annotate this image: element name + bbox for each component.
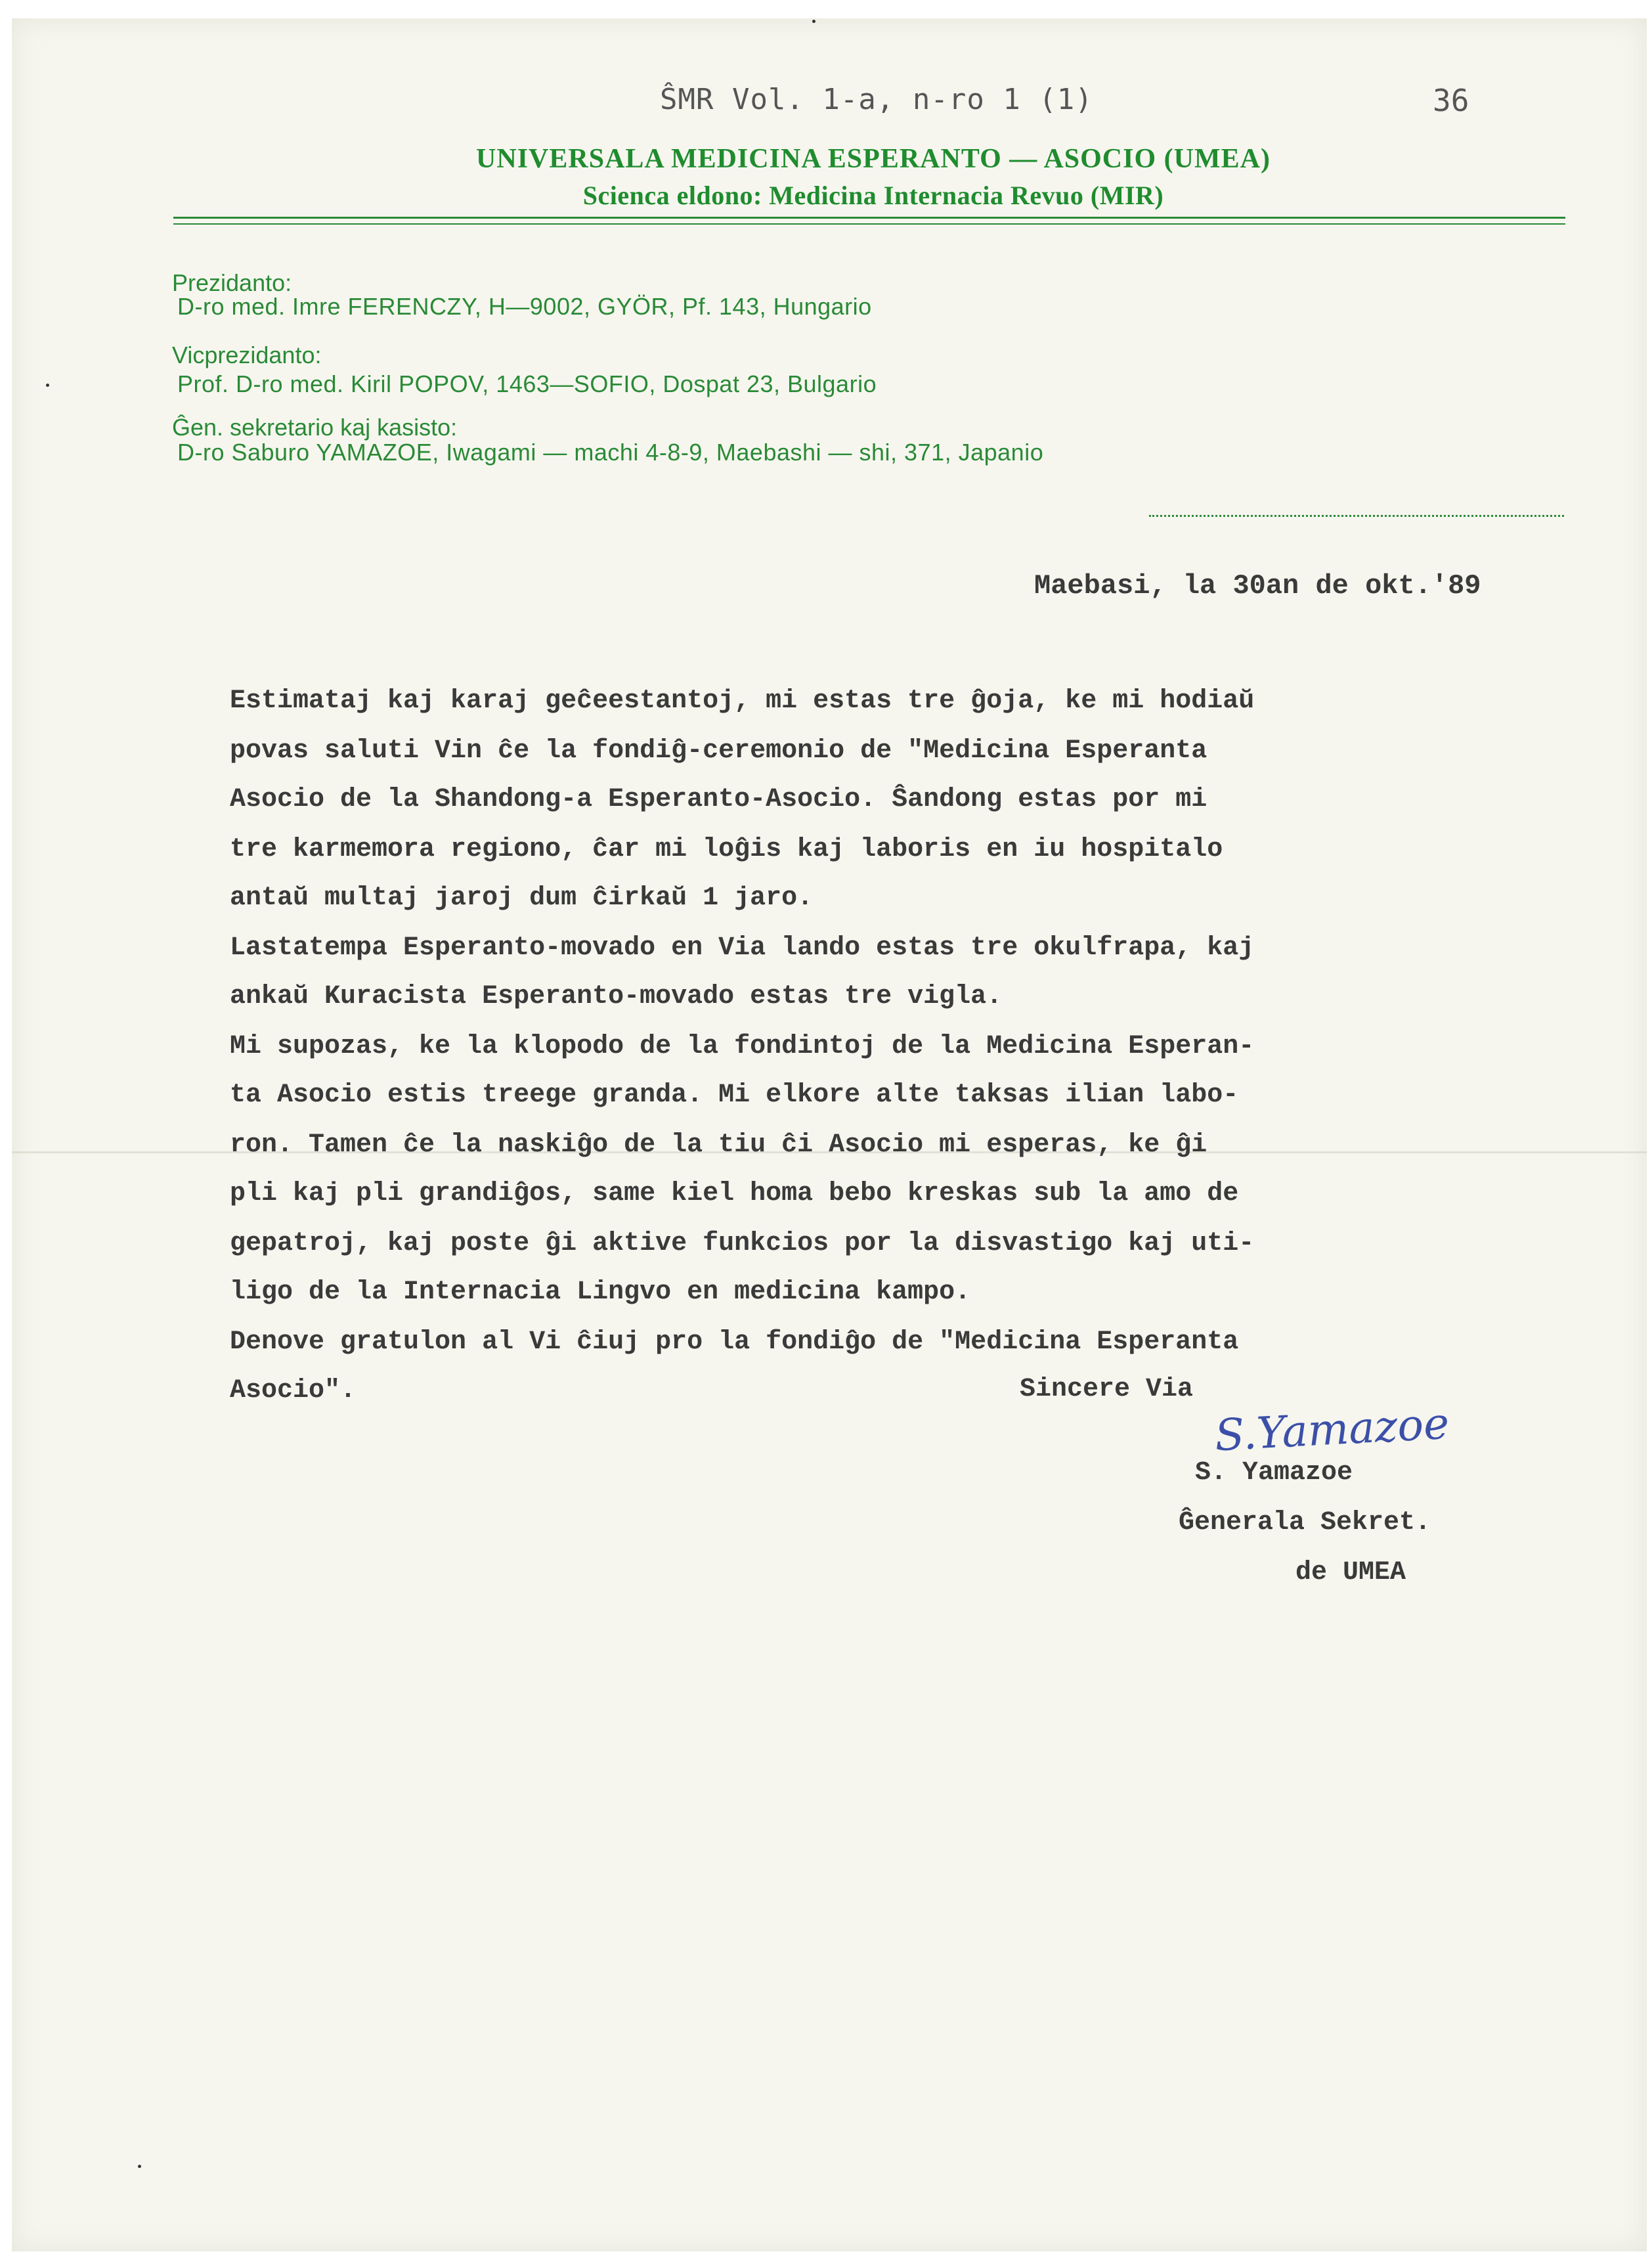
paper-speck (46, 384, 49, 387)
letterhead-subtitle: Scienca eldono: Medicina Internacia Revuo (MIR) (582, 181, 1164, 210)
body-line: Mi supozas, ke la klopodo de la fondintoj de la Medicina Esperan- (230, 1032, 1255, 1061)
signer-name: S. Yamazoe (1195, 1458, 1353, 1488)
general-secretary-details: D-ro Saburo YAMAZOE, Iwagami — machi 4-8-9, Maebashi — shi, 371, Japanio (177, 439, 1044, 466)
body-line: Lastatempa Esperanto-movado en Via lando estas tre okulfrapa, kaj (230, 933, 1255, 963)
body-line: gepatroj, kaj poste ĝi aktive funkcios por la disvastigo kaj uti- (230, 1229, 1255, 1258)
dotted-divider (1149, 515, 1564, 517)
reference-line: ŜMR Vol. 1-a, n-ro 1 (1) (660, 83, 1093, 116)
general-secretary-label: Ĝen. sekretario kaj kasisto: (172, 414, 458, 441)
signer-title: Ĝenerala Sekret. (1179, 1508, 1431, 1538)
letterhead-organization: UNIVERSALA MEDICINA ESPERANTO — ASOCIO (UMEA) (476, 144, 1271, 174)
body-line: tre karmemora regiono, ĉar mi loĝis kaj laboris en iu hospitalo (230, 835, 1223, 864)
letter-closing: Sincere Via (1020, 1375, 1194, 1404)
body-line: Denove gratulon al Vi ĉiuj pro la fondiĝo de "Medicina Esperanta (230, 1327, 1239, 1357)
body-line: ligo de la Internacia Lingvo en medicina kampo. (230, 1277, 971, 1307)
signer-organization: de UMEA (1295, 1558, 1406, 1587)
page-number: 36 (1433, 83, 1469, 118)
president-details: D-ro med. Imre FERENCZY, H—9002, GYÖR, Pf. 143, Hungario (177, 293, 872, 320)
letterhead-rule-secondary (173, 223, 1565, 225)
handwritten-signature: S.Yamazoe (1213, 1398, 1450, 1461)
president-label: Prezidanto: (172, 269, 292, 296)
body-line: povas saluti Vin ĉe la fondiĝ-ceremonio de "Medicina Esperanta (230, 736, 1207, 766)
body-line: ankaŭ Kuracista Esperanto-movado estas tre vigla. (230, 982, 1003, 1011)
paper-speck (138, 2165, 141, 2168)
body-line: Asocio". (230, 1376, 357, 1406)
body-line: pli kaj pli grandiĝos, same kiel homa bebo kreskas sub la amo de (230, 1179, 1239, 1208)
body-line: ron. Tamen ĉe la naskiĝo de la tiu ĉi Asocio mi esperas, ke ĝi (230, 1130, 1207, 1160)
vice-president-details: Prof. D-ro med. Kiril POPOV, 1463—SOFIO, Dospat 23, Bulgario (177, 370, 877, 397)
letter-date: Maebasi, la 30an de okt.'89 (1034, 570, 1481, 602)
paper-speck (812, 20, 815, 23)
body-line: ta Asocio estis treege granda. Mi elkore alte taksas ilian labo- (230, 1080, 1239, 1110)
body-line: Asocio de la Shandong-a Esperanto-Asocio. Ŝandong estas por mi (230, 785, 1207, 814)
body-line: antaŭ multaj jaroj dum ĉirkaŭ 1 jaro. (230, 883, 814, 913)
body-line: Estimataj kaj karaj geĉeestantoj, mi estas tre ĝoja, ke mi hodiaŭ (230, 686, 1255, 716)
letterhead-rule (173, 217, 1565, 219)
vice-president-label: Vicprezidanto: (172, 342, 322, 368)
